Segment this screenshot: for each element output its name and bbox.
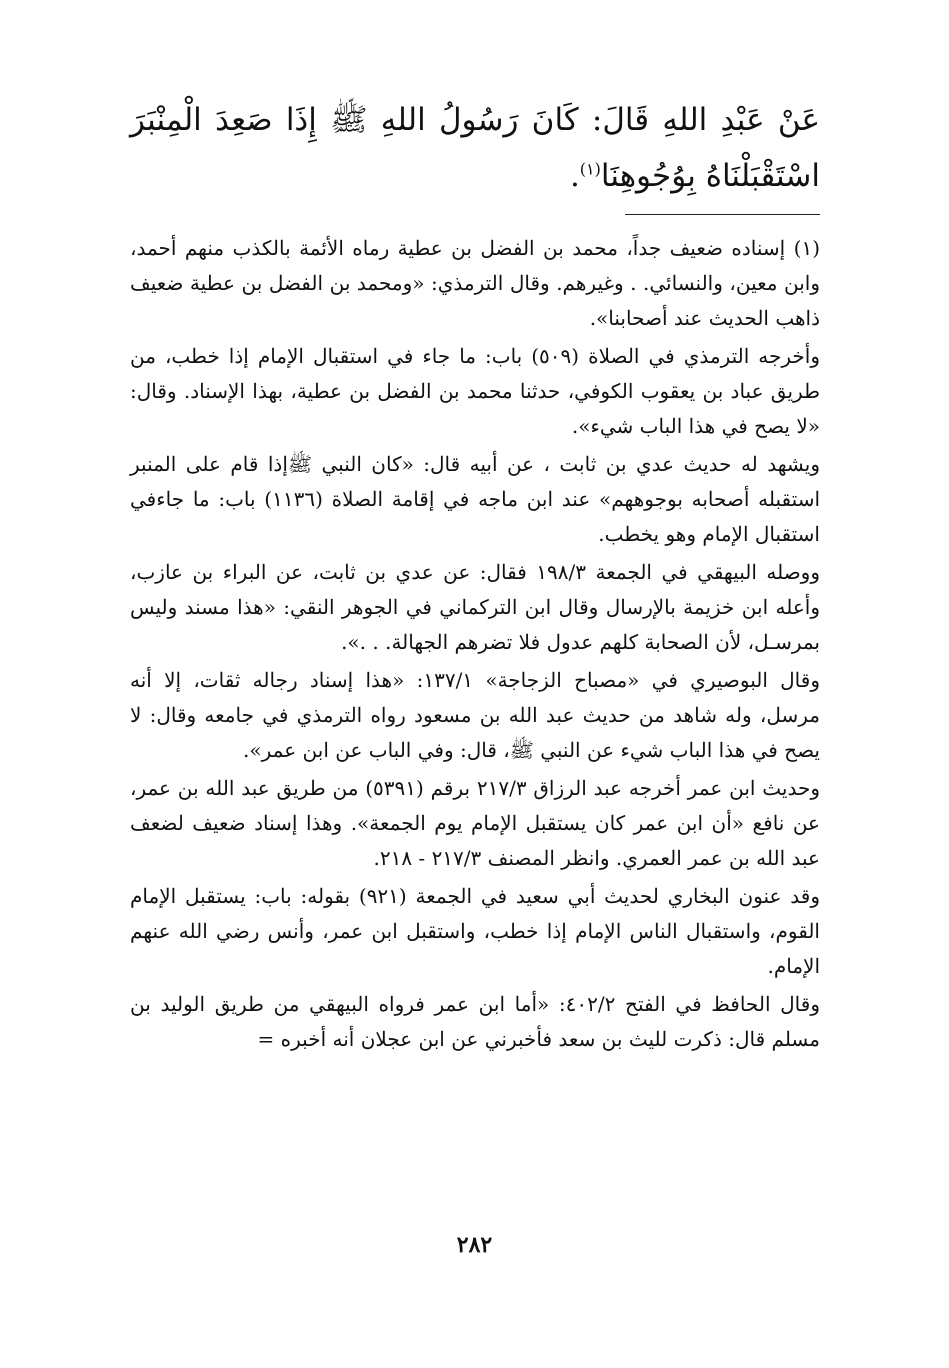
footnote-paragraph: وأخرجه الترمذي في الصلاة (٥٠٩) باب: ما جاء في استقبال الإمام إذا خطب، من طريق عباد بن يعقوب الكوفي، حدثنا محمد بن الفضل بن عطية، بهذا الإسناد. وقال: «لا يصح في هذا الباب شيء». [130,344,821,438]
footnote-paragraph: وقد عنون البخاري لحديث أبي سعيد في الجمعة (٩٢١) بقوله: باب: يستقبل الإمام القوم، واستقبال الناس الإمام إذا خطب، واستقبل ابن عمر، وأنس رضي الله عنهم الإمام. [130,884,820,978]
footnote-marker: (١) [579,159,601,179]
footnote-paragraph: (١) إسناده ضعيف جداً، محمد بن الفضل بن عطية رماه الأئمة بالكذب منهم أحمد، وابن معين، والنسائي. . وغيرهم. وقال الترمذي: «ومحمد بن الفضل بن عطية ضعيف ذاهب الحديث عند أصحابنا». [130,236,820,330]
footnote-paragraph: ووصله البيهقي في الجمعة ١٩٨/٣ فقال: عن عدي بن ثابت، عن البراء بن عازب، وأعله ابن خزيمة بالإرسال وقال ابن التركماني في الجوهر النقي: «هذا مسند وليس بمرسـل، لأن الصحابة كلهم عدول فلا تضرهم الجهالة. . .». [130,560,820,654]
footnote-paragraph: وقال الحافظ في الفتح ٤٠٢/٢: «أما ابن عمر فرواه البيهقي من طريق الوليد بن مسلم قال: ذكرت لليث بن سعد فأخبرني عن ابن عجلان أنه أخبره = [130,992,820,1051]
hadith-text-block [130,92,820,204]
hadith-end: . [569,158,580,194]
hadith-text: عَنْ عَبْدِ اللهِ قَالَ: كَانَ رَسُولُ اللهِ ﷺ إِذَا صَعِدَ الْمِنْبَرَ اسْتَقْبَلْنَاهُ بِوُجُوهِنَا [130,102,820,194]
footnote-divider [625,214,820,215]
footnote-paragraph: وحديث ابن عمر أخرجه عبد الرزاق ٢١٧/٣ برقم (٥٣٩١) من طريق عبد الله بن عمر، عن نافع «أن ابن عمر كان يستقبل الإمام يوم الجمعة». وهذا إسناد ضعيف لضعف عبد الله بن عمر العمري. وانظر المصنف ٢١٧/٣ - ٢١٨. [130,776,820,870]
page-body [130,92,820,1060]
footnote-paragraph: ويشهد له حديث عدي بن ثابت ، عن أبيه قال: «كان النبي ﷺإذا قام على المنبر استقبله أصحابه بوجوههم» عند ابن ماجه في إقامة الصلاة (١١٣٦) باب: ما جاءفي استقبال الإمام وهو يخطب. [130,452,821,546]
footnotes [130,231,820,1057]
page-number: ٢٨٢ [456,1232,493,1258]
footnote-paragraph: وقال البوصيري في «مصباح الزجاجة» ١٣٧/١: «هذا إسناد رجاله ثقات، إلا أنه مرسل، وله شاهد من حديث عبد الله بن مسعود رواه الترمذي في جامعه وقال: لا يصح في هذا الباب شيء عن النبي ﷺ، قال: وفي الباب عن ابن عمر». [130,668,820,762]
